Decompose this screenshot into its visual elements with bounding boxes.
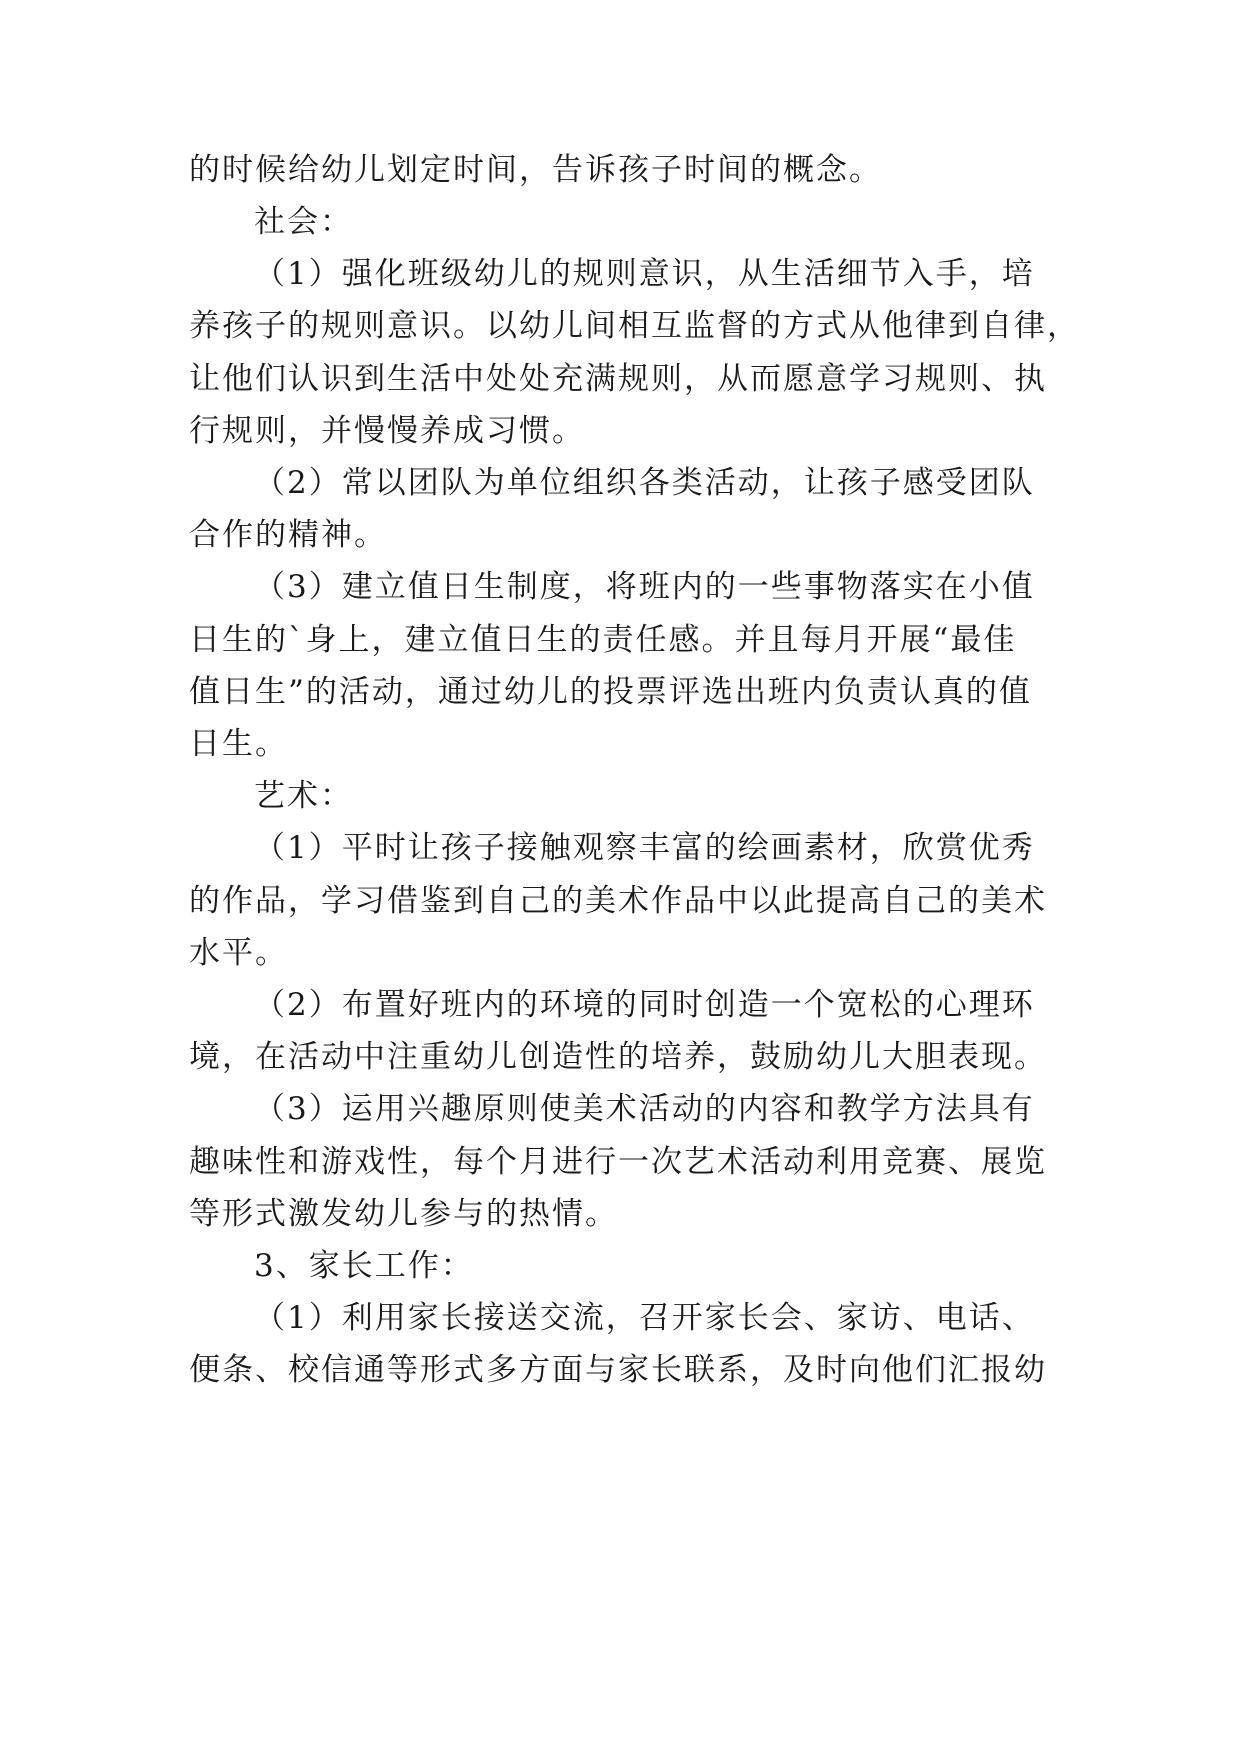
paragraph-line: 日生。 (189, 726, 288, 762)
paragraph-line: （3）建立值日生制度，将班内的一些事物落实在小值 (254, 569, 1035, 605)
section-heading-social: 社会： (254, 204, 353, 240)
section-heading-art: 艺术： (254, 778, 353, 814)
paragraph-line: 等形式激发幼儿参与的热情。 (189, 1196, 618, 1232)
paragraph-line: （1）强化班级幼儿的规则意识，从生活细节入手，培 (254, 256, 1035, 292)
paragraph-line: 水平。 (189, 935, 288, 971)
paragraph-line: 的作品，学习借鉴到自己的美术作品中以此提高自己的美术 (189, 883, 1047, 919)
paragraph-line: 值日生”的活动，通过幼儿的投票评选出班内负责认真的值 (189, 674, 1032, 710)
section-heading-parents: 3、家长工作： (254, 1248, 474, 1284)
paragraph-line: 趣味性和游戏性，每个月进行一次艺术活动利用竞赛、展览 (189, 1144, 1047, 1180)
paragraph-line: 让他们认识到生活中处处充满规则，从而愿意学习规则、执 (189, 361, 1047, 397)
paragraph-line: 境，在活动中注重幼儿创造性的培养，鼓励幼儿大胆表现。 (189, 1039, 1047, 1075)
paragraph-line: 便条、校信通等形式多方面与家长联系，及时向他们汇报幼 (189, 1352, 1047, 1388)
paragraph-line: （2）布置好班内的环境的同时创造一个宽松的心理环 (254, 987, 1035, 1023)
paragraph-line: 行规则，并慢慢养成习惯。 (189, 413, 585, 449)
paragraph-line: 日生的`身上，建立值日生的责任感。并且每月开展“最佳 (189, 622, 1017, 658)
paragraph-line: （1）平时让孩子接触观察丰富的绘画素材，欣赏优秀 (254, 830, 1035, 866)
paragraph-line: 的时候给幼儿划定时间，告诉孩子时间的概念。 (189, 152, 882, 188)
paragraph-line: 合作的精神。 (189, 517, 387, 553)
paragraph-line: （2）常以团队为单位组织各类活动，让孩子感受团队 (254, 465, 1035, 501)
paragraph-line: （3）运用兴趣原则使美术活动的内容和教学方法具有 (254, 1091, 1035, 1127)
paragraph-line: 养孩子的规则意识。以幼儿间相互监督的方式从他律到自律， (189, 308, 1080, 344)
paragraph-line: （1）利用家长接送交流，召开家长会、家访、电话、 (254, 1300, 1035, 1336)
